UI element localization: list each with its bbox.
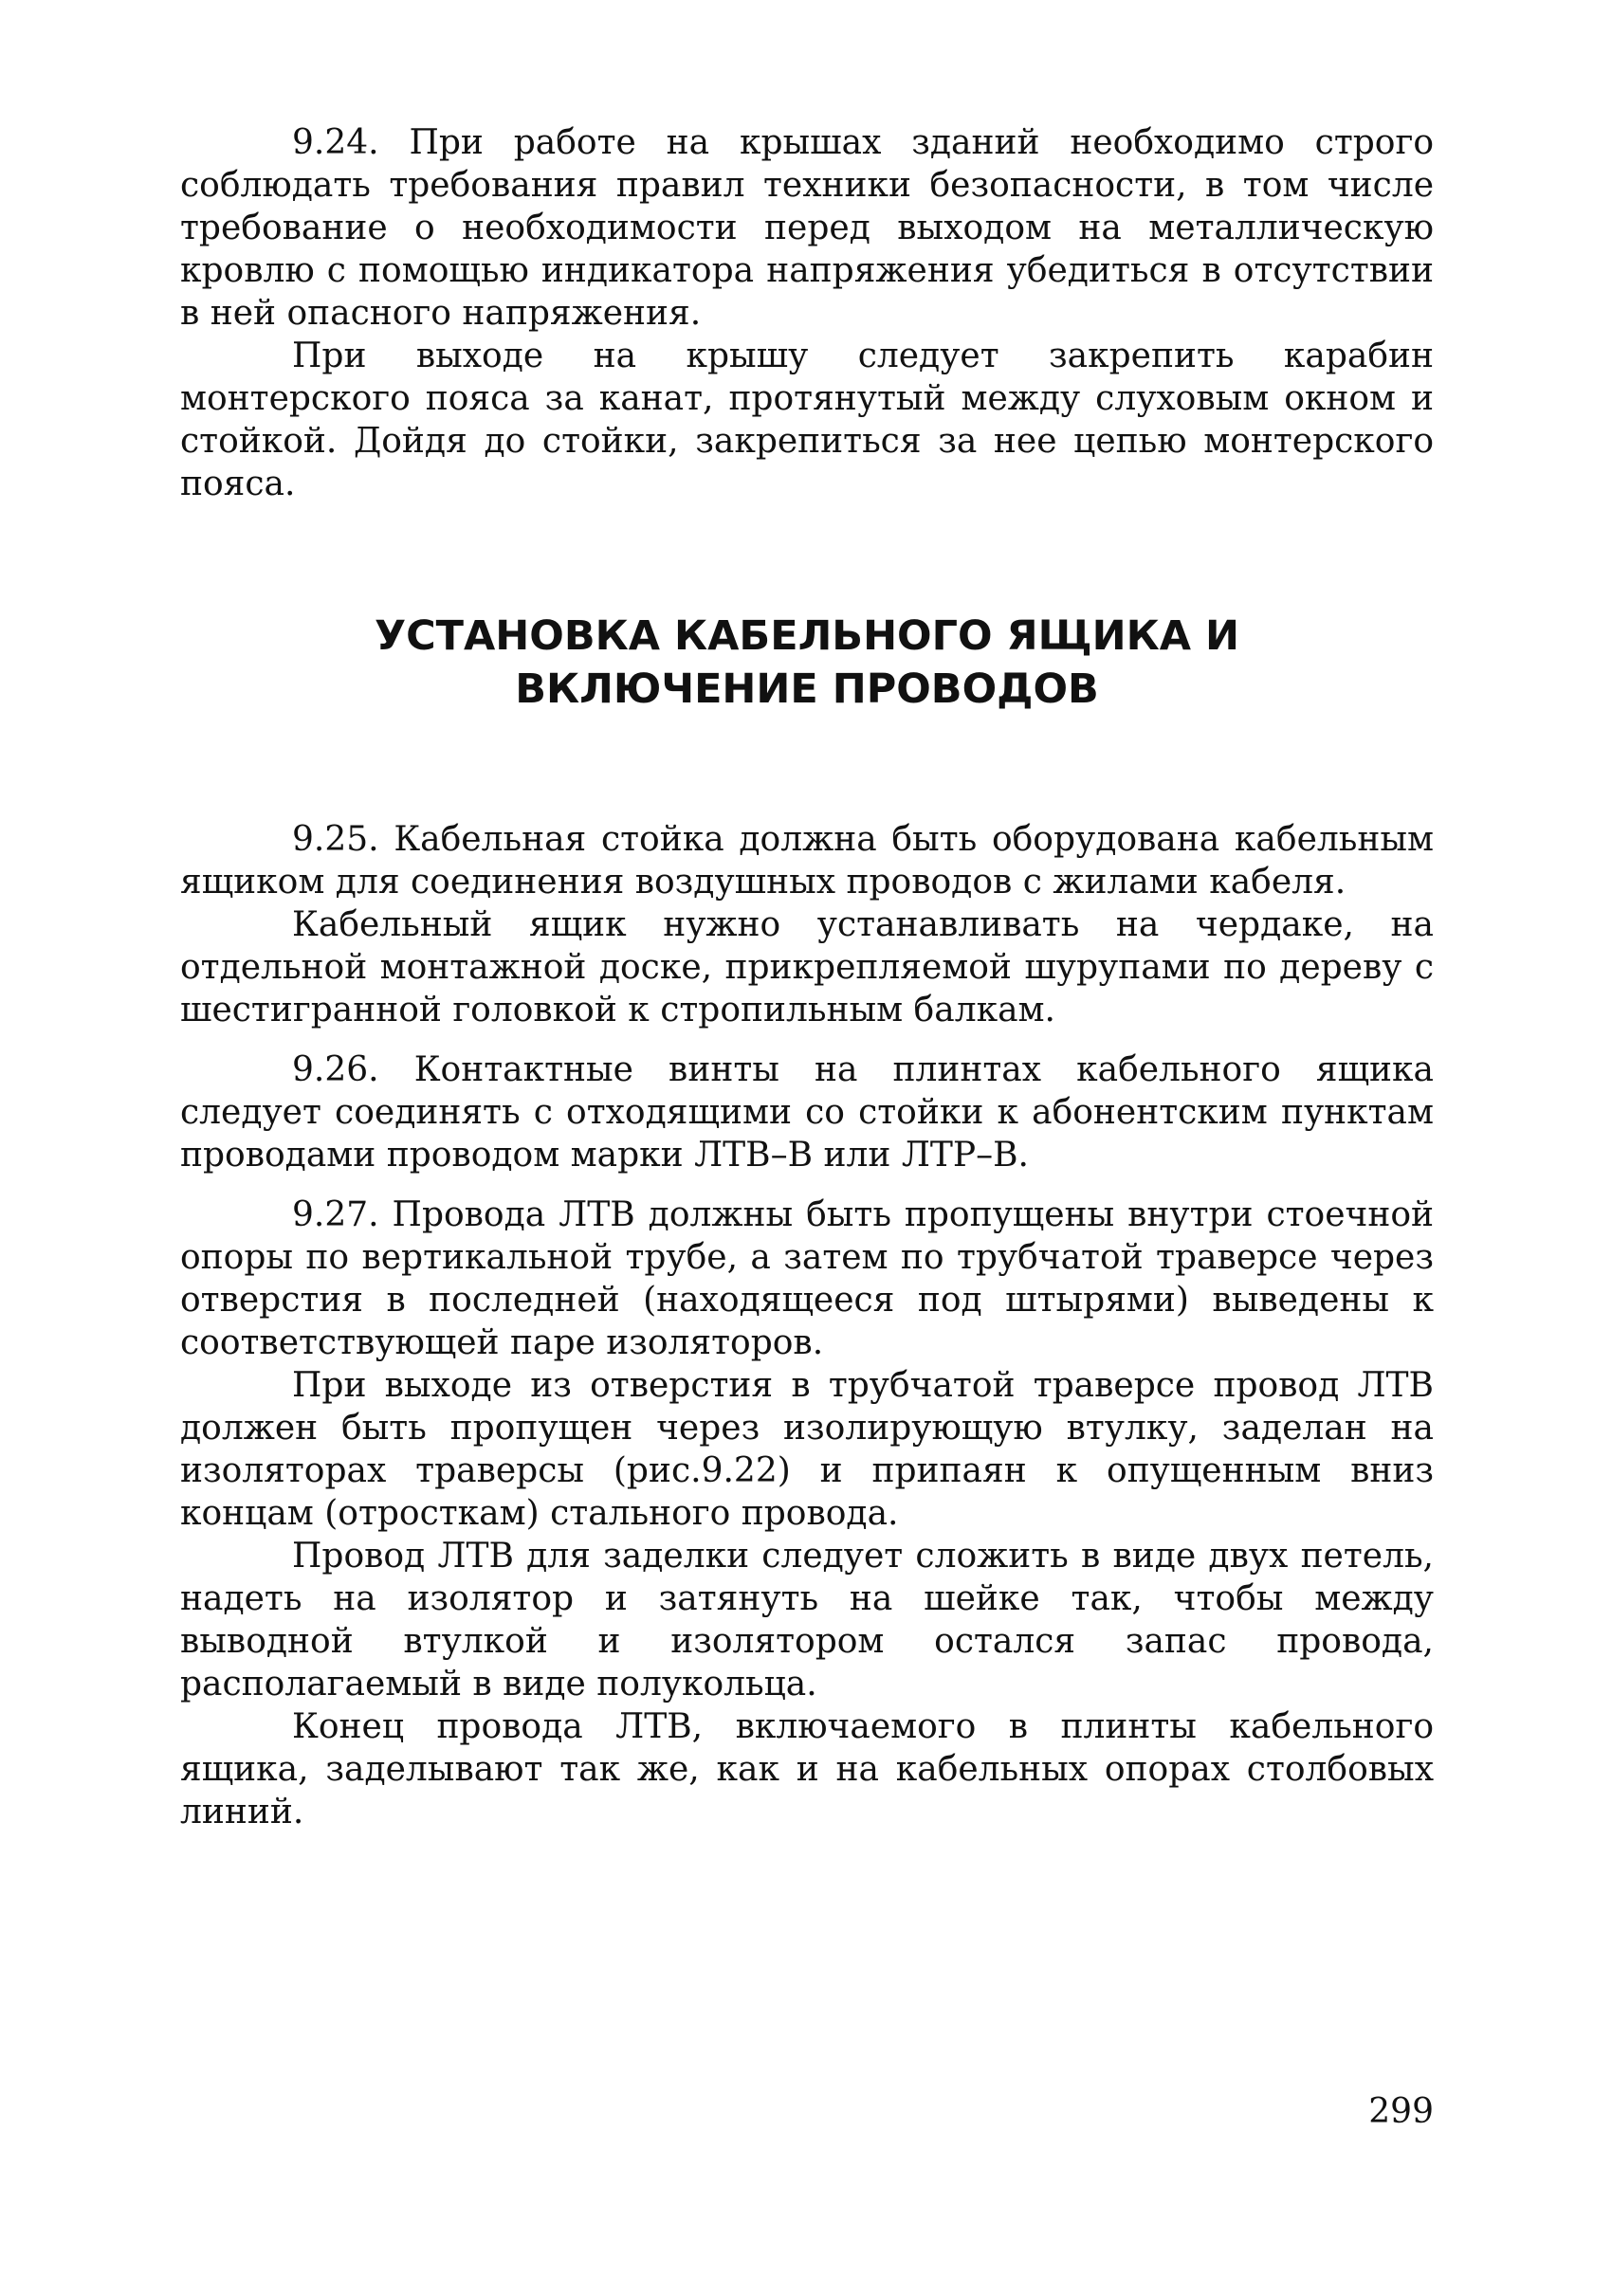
paragraph-ltv-termination: Провод ЛТВ для заделки следует сложить в виде двух петель, надеть на изолятор и затянуть на шейке так, чтобы между выводной втулкой и изолятором остался запас провода, располагаемый в виде полукольца. [180, 1537, 1434, 1704]
section-heading-line1: УСТАНОВКА КАБЕЛЬНОГО ЯЩИКА И [374, 612, 1240, 660]
paragraph-9-27: 9.27. Провода ЛТВ должны быть пропущены внутри стоечной опоры по вертикальной трубе, а затем по трубчатой траверсе через отверстия в последней (находящееся под штырями) выведены к соответствующей паре изоляторов. [180, 1195, 1434, 1362]
paragraph-9-25: 9.25. Кабельная стойка должна быть оборудована кабельным ящиком для соединения воздушных проводов с жилами кабеля. [180, 820, 1434, 902]
paragraph-ltv-exit: При выходе из отверстия в трубчатой траверсе провод ЛТВ должен быть пропущен через изолирующую втулку, заделан на изоляторах траверсы (рис.9.22) и припаян к опущенным вниз концам (отросткам) стального провода. [180, 1366, 1434, 1533]
paragraph-9-26: 9.26. Контактные винты на плинтах кабельного ящика следует соединять с отходящими со стойки к абонентским пунктам проводами проводом марки ЛТВ–В или ЛТР–В. [180, 1050, 1434, 1175]
section-heading [180, 610, 1434, 716]
paragraph-cable-box-install: Кабельный ящик нужно устанавливать на чердаке, на отдельной монтажной доске, прикрепляемой шурупами по дереву с шестигранной головкой к стропильным балкам. [180, 905, 1434, 1030]
page-number: 299 [1368, 2092, 1434, 2131]
page-content [180, 121, 1434, 1833]
paragraph-9-24: 9.24. При работе на крышах зданий необходимо строго соблюдать требования правил техники безопасности, в том числе требование о необходимости перед выходом на металлическую кровлю с помощью индикатора напряжения убедиться в отсутствии в ней опасного напряжения. [180, 123, 1434, 333]
paragraph-roof-exit: При выходе на крышу следует закрепить карабин монтерского пояса за канат, протянутый между слуховым окном и стойкой. Дойдя до стойки, закрепиться за нее цепью монтерского пояса. [180, 337, 1434, 503]
paragraph-ltv-end: Конец провода ЛТВ, включаемого в плинты кабельного ящика, заделывают так же, как и на кабельных опорах столбовых линий. [180, 1707, 1434, 1831]
section-heading-line2: ВКЛЮЧЕНИЕ ПРОВОДОВ [515, 665, 1099, 713]
